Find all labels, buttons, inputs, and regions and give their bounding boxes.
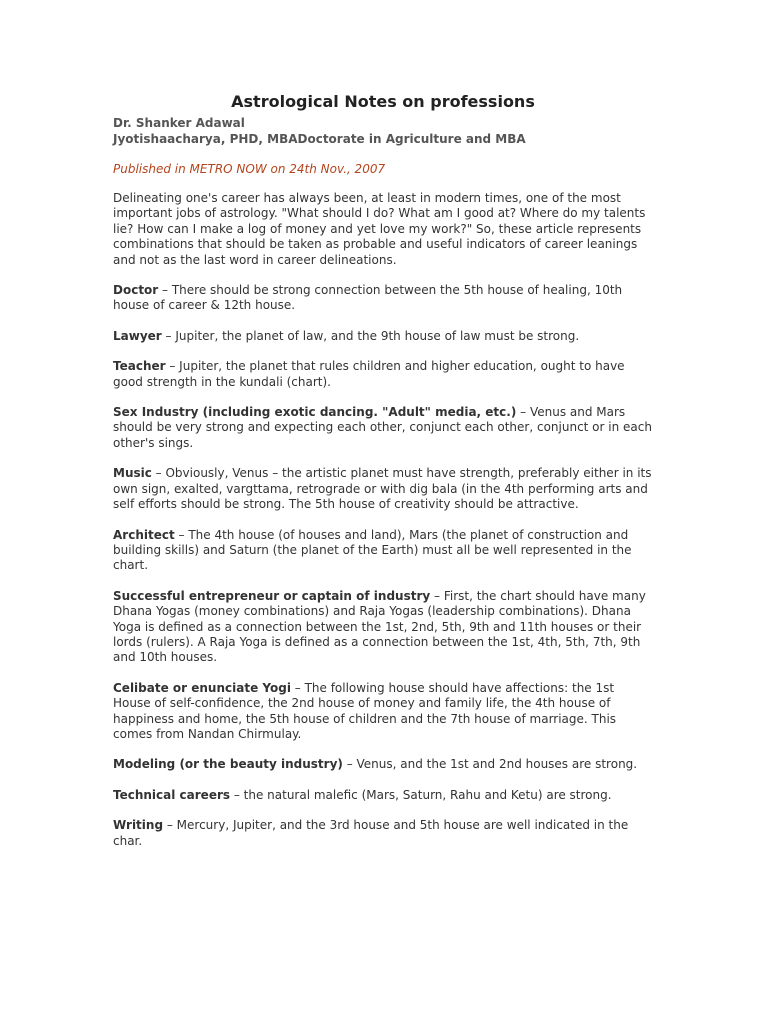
author-credentials: Jyotishaacharya, PHD, MBADoctorate in Agriculture and MBA [113, 132, 526, 146]
entry-term: Music [113, 466, 152, 481]
entry-teacher [113, 359, 653, 390]
entry-doctor [113, 283, 653, 314]
entry-text: – the natural malefic (Mars, Saturn, Rahu and Ketu) are strong. [230, 787, 612, 802]
entry-term: Architect [113, 527, 175, 542]
entry-lawyer [113, 329, 653, 344]
entry-modeling [113, 757, 653, 772]
entry-term: Modeling (or the beauty industry) [113, 757, 343, 772]
entry-text: – Jupiter, the planet of law, and the 9th house of law must be strong. [161, 328, 580, 343]
entry-text: – The following house should have affections: the 1st House of self-confidence, the 2nd house of money and family life, the 4th house of happiness and home, the 5th house of children and the 7th house of marriage. This comes from Nandan Chirmulay. [113, 680, 617, 741]
entry-term: Technical careers [113, 787, 231, 802]
intro-paragraph: Delineating one's career has always been, at least in modern times, one of the most important jobs of astrology. "What should I do? What am I good at? Where do my talents lie? How can I make a log of money and yet love my work?" So, these article represents combinations that should be taken as probable and useful indicators of career leanings and not as the last word in career delineations. [113, 191, 646, 267]
entry-text: – Obviously, Venus – the artistic planet must have strength, preferably either in its own sign, exalted, vargttama, retrograde or with dig bala (in the 4th performing arts and self efforts should be strong. The 5th house of creativity should be attractive. [113, 466, 652, 512]
entry-technical-careers [113, 788, 653, 803]
entry-term: Successful entrepreneur or captain of industry [113, 588, 431, 603]
entry-term: Sex Industry (including exotic dancing. "Adult" media, etc.) [113, 405, 517, 420]
entry-term: Lawyer [113, 328, 162, 343]
article [113, 92, 653, 849]
entry-writing [113, 818, 653, 849]
entry-text: – Mercury, Jupiter, and the 3rd house and 5th house are well indicated in the char. [113, 818, 629, 848]
entry-entrepreneur [113, 589, 653, 666]
entry-text: – Jupiter, the planet that rules children and higher education, ought to have good strength in the kundali (chart). [113, 359, 625, 389]
entry-architect [113, 528, 653, 574]
entry-text: – Venus and Mars should be very strong and expecting each other, conjunct each other, conjunct or in each other's sings. [113, 405, 652, 450]
publication-note: Published in METRO NOW on 24th Nov., 2007 [113, 162, 386, 176]
entry-sex-industry [113, 405, 653, 451]
entry-text: – The 4th house (of houses and land), Mars (the planet of construction and building skills) and Saturn (the planet of the Earth) must all be well represented in the chart. [113, 527, 632, 573]
entry-text: – Venus, and the 1st and 2nd houses are strong. [342, 757, 638, 772]
entry-term: Celibate or enunciate Yogi [113, 680, 291, 695]
entry-term: Teacher [113, 359, 166, 374]
entry-text: – First, the chart should have many Dhana Yogas (money combinations) and Raja Yogas (leadership combinations). Dhana Yoga is defined as a connection between the 1st, 2nd, 5th, 9th and 11th houses or their lords (rulers). A Raja Yoga is defined as a connection between the 1st, 4th, 5th, 7th, 9th and 10th houses. [113, 588, 646, 665]
entry-term: Doctor [113, 283, 159, 298]
article-title: Astrological Notes on professions [231, 92, 535, 111]
entry-yogi [113, 681, 653, 743]
author-name: Dr. Shanker Adawal [113, 116, 245, 130]
entry-text: – There should be strong connection between the 5th house of healing, 10th house of career & 12th house. [113, 283, 623, 313]
entry-music [113, 466, 653, 512]
entry-term: Writing [113, 818, 164, 833]
